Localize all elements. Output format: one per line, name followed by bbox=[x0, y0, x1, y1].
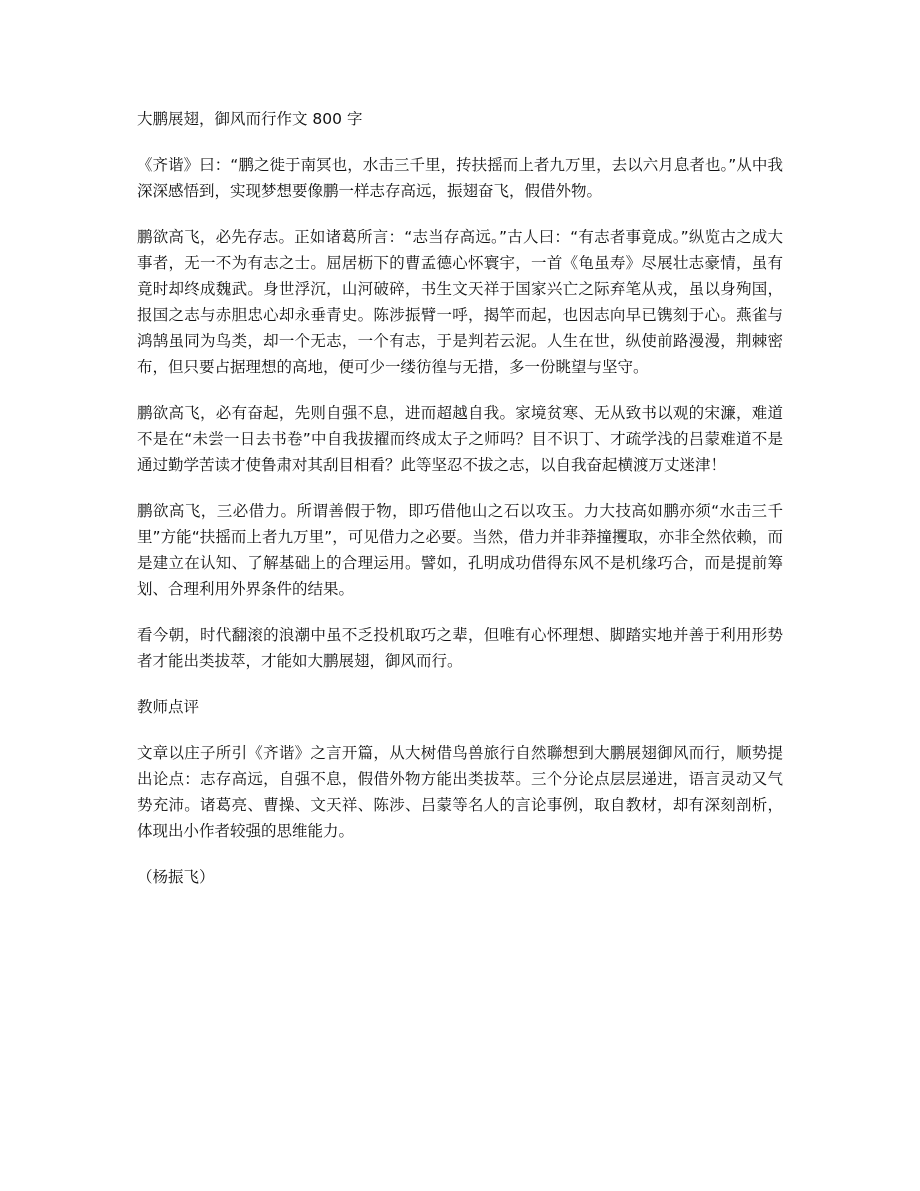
paragraph-borrowing-strength: 鹏欲高飞，三必借力。所谓善假于物，即巧借他山之石以攻玉。力大技高如鹏亦须“水击三千里”方能“扶摇而上者九万里”，可见借力之必要。当然，借力并非莽撞攫取，亦非全然依赖，而是建立在认知、了解基础上的合理运用。譬如，孔明成功借得东风不是机缘巧合，而是提前筹划、合理利用外界条件的结果。 bbox=[137, 502, 783, 598]
teacher-review-heading: 教师点评 bbox=[137, 698, 200, 716]
paragraph-self-improvement: 鹏欲高飞，必有奋起，先则自强不息，进而超越自我。家境贫寒、无从致书以观的宋濂，难道不是在“未尝一日去书卷”中自我拔擢而终成太子之师吗？目不识丁、才疏学浅的吕蒙难道不是通过勤学苦读才使鲁肃对其刮目相看？此等坚忍不拔之志，以自我奋起横渡万丈迷津！ bbox=[137, 404, 783, 474]
document-title: 大鹏展翅，御风而行作文 800 字 bbox=[137, 110, 363, 128]
paragraph-ambition: 鹏欲高飞，必先存志。正如诸葛所言：“志当存高远。”古人曰：“有志者事竟成。”纵览古之成大事者，无一不为有志之士。屈居枥下的曹孟德心怀寰宇，一首《龟虽寿》尽展壮志豪情，虽有竟时却终成魏武。身世浮沉，山河破碎，书生文天祥于国家兴亡之际弃笔从戎，虽以身殉国，报国之志与赤胆忠心却永垂青史。陈涉振臂一呼，揭竿而起，也因志向早已镌刻于心。燕雀与鸿鹄虽同为鸟类，却一个无志，一个有志，于是判若云泥。人生在世，纵使前路漫漫，荆棘密布，但只要占据理想的高地，便可少一缕彷徨与无措，多一份眺望与坚守。 bbox=[137, 228, 783, 376]
paragraph-intro: 《齐谐》曰：“鹏之徙于南冥也，水击三千里，抟扶摇而上者九万里，去以六月息者也。”从中我深深感悟到，实现梦想要像鹏一样志存高远，振翅奋飞，假借外物。 bbox=[137, 156, 783, 200]
document-page bbox=[137, 106, 783, 890]
paragraph-conclusion: 看今朝，时代翻滚的浪潮中虽不乏投机取巧之辈，但唯有心怀理想、脚踏实地并善于利用形势者才能出类拔萃，才能如大鹏展翅，御风而行。 bbox=[137, 626, 783, 670]
teacher-review-text: 文章以庄子所引《齐谐》之言开篇，从大树借鸟兽旅行自然聯想到大鹏展翅御风而行，顺势提出论点：志存高远，自强不息，假借外物方能出类拔萃。三个分论点层层递进，语言灵动又气势充沛。诸葛亮、曹操、文天祥、陈涉、吕蒙等名人的言论事例，取自教材，却有深刻剖析，体现出小作者较强的思维能力。 bbox=[137, 744, 783, 840]
reviewer-signature: （杨振飞） bbox=[137, 868, 215, 886]
